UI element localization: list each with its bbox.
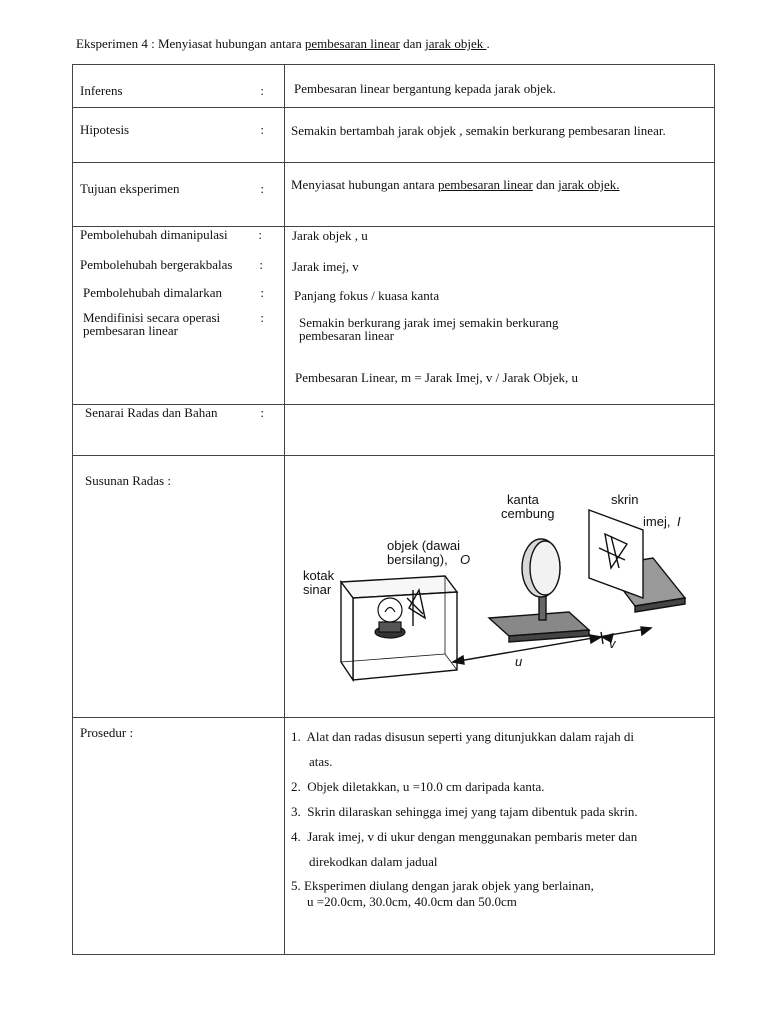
- inferens-colon: :: [260, 83, 264, 98]
- cell-susunan-diagram: [285, 456, 715, 718]
- fixed-value: Panjang fokus / kuasa kanta: [294, 288, 440, 303]
- step-number: 3.: [291, 804, 301, 819]
- title-term-1: pembesaran linear: [304, 36, 400, 51]
- cell-inferens-label: [73, 65, 285, 108]
- hipotesis-label: Hipotesis: [80, 122, 130, 137]
- cell-tujuan-label: [73, 163, 285, 227]
- step-text: Alat dan radas disusun seperti yang ditunjukkan dalam rajah di: [306, 729, 634, 744]
- inferens-value: Pembesaran linear bergantung kepada jarak objek.: [294, 81, 556, 96]
- apparatus-diagram: [293, 486, 693, 698]
- label-kotak-2: sinar: [303, 582, 332, 597]
- convex-lens-icon: [489, 539, 589, 642]
- responding-colon: :: [259, 257, 263, 272]
- responding-label: Pembolehubah bergerakbalas: [80, 257, 233, 272]
- title-mid: dan: [399, 36, 426, 51]
- tujuan-term-1: pembesaran linear: [437, 177, 533, 192]
- cell-prosedur-steps: [285, 718, 715, 955]
- label-objek-1: objek (dawai: [387, 538, 460, 553]
- row-variables: [73, 227, 715, 405]
- label-imej-symbol: I: [677, 514, 681, 529]
- tujuan-mid: dan: [532, 177, 559, 192]
- step-text: atas.: [309, 754, 333, 769]
- step-number: 5.: [291, 878, 301, 893]
- tujuan-colon: :: [260, 181, 264, 196]
- cell-inferens-value: [285, 65, 715, 108]
- cell-hipotesis-value: [285, 108, 715, 163]
- step-text: direkodkan dalam jadual: [309, 854, 438, 869]
- label-skrin: skrin: [611, 492, 639, 507]
- operational-value-line-2: pembesaran linear: [299, 328, 394, 343]
- manipulated-value: Jarak objek , u: [292, 228, 368, 243]
- label-objek-symbol: O: [460, 552, 471, 567]
- operational-formula: Pembesaran Linear, m = Jarak Imej, v / Jarak Objek, u: [295, 370, 578, 385]
- title-prefix: Eksperimen 4 : Menyiasat hubungan antara: [76, 36, 305, 51]
- step-number: 2.: [291, 779, 301, 794]
- row-susunan: [73, 456, 715, 718]
- operational-label-line-1: Mendifinisi secara operasi: [83, 310, 221, 325]
- cell-radas-value: [285, 405, 715, 456]
- procedure-step: [291, 878, 708, 894]
- operational-colon: :: [260, 310, 264, 325]
- cell-variables-labels: [73, 227, 285, 405]
- procedure-step-continuation: [291, 749, 708, 774]
- procedure-step: [291, 774, 708, 799]
- tujuan-label: Tujuan eksperimen: [80, 181, 180, 196]
- procedure-step: [291, 824, 708, 849]
- title-term-2: jarak objek: [425, 36, 487, 51]
- label-u: u: [515, 654, 523, 669]
- operational-label-line-2: pembesaran linear: [83, 323, 178, 338]
- step-text: Objek diletakkan, u =10.0 cm daripada kanta.: [307, 779, 545, 794]
- cell-radas-label: [73, 405, 285, 456]
- step-text: Eksperimen diulang dengan jarak objek yang berlainan,: [304, 878, 594, 893]
- fixed-label: Pembolehubah dimalarkan: [83, 285, 222, 300]
- hipotesis-value: Semakin bertambah jarak objek , semakin berkurang pembesaran linear.: [291, 123, 666, 138]
- row-prosedur: [73, 718, 715, 955]
- operational-value-line-1: Semakin berkurang jarak imej semakin berkurang: [299, 315, 559, 330]
- label-kanta-2: cembung: [501, 506, 555, 521]
- step-text: Skrin dilaraskan sehingga imej yang tajam dibentuk pada skrin.: [307, 804, 638, 819]
- cell-prosedur-label: [73, 718, 285, 955]
- row-tujuan: [73, 163, 715, 227]
- radas-colon: :: [260, 405, 264, 420]
- step-number: 4.: [291, 829, 301, 844]
- inferens-label: Inferens: [80, 83, 123, 98]
- procedure-step-continuation: [291, 894, 708, 910]
- hipotesis-colon: :: [260, 122, 264, 137]
- experiment-table: [72, 64, 715, 955]
- screen-icon: [589, 510, 685, 612]
- procedure-list: [291, 724, 708, 910]
- susunan-label: Susunan Radas :: [85, 473, 171, 488]
- label-objek-2: bersilang),: [387, 552, 448, 567]
- radas-label: Senarai Radas dan Bahan: [85, 405, 218, 420]
- label-kanta-1: kanta: [507, 492, 539, 507]
- responding-value: Jarak imej, v: [292, 259, 359, 274]
- manipulated-colon: :: [258, 227, 262, 242]
- page-title: [76, 36, 490, 52]
- fixed-colon: :: [260, 285, 264, 300]
- cell-hipotesis-label: [73, 108, 285, 163]
- tujuan-value: [291, 177, 704, 192]
- tujuan-prefix: Menyiasat hubungan antara: [291, 177, 438, 192]
- manipulated-label: Pembolehubah dimanipulasi: [80, 227, 228, 242]
- procedure-step: [291, 724, 708, 749]
- step-text: u =20.0cm, 30.0cm, 40.0cm dan 50.0cm: [307, 894, 517, 909]
- label-v: v: [609, 636, 616, 651]
- step-number: 1.: [291, 729, 301, 744]
- label-kotak-1: kotak: [303, 568, 335, 583]
- row-inferens: [73, 65, 715, 108]
- prosedur-label: Prosedur :: [80, 725, 134, 740]
- tujuan-term-2: jarak objek.: [558, 177, 620, 192]
- procedure-step-continuation: [291, 849, 708, 874]
- procedure-step: [291, 799, 708, 824]
- cell-susunan-label: [73, 456, 285, 718]
- cell-tujuan-value: [285, 163, 715, 227]
- title-suffix: .: [486, 36, 490, 51]
- row-radas: [73, 405, 715, 456]
- row-hipotesis: [73, 108, 715, 163]
- cell-variables-values: [285, 227, 715, 405]
- label-imej: imej,: [643, 514, 671, 529]
- step-text: Jarak imej, v di ukur dengan menggunakan pembaris meter dan: [307, 829, 638, 844]
